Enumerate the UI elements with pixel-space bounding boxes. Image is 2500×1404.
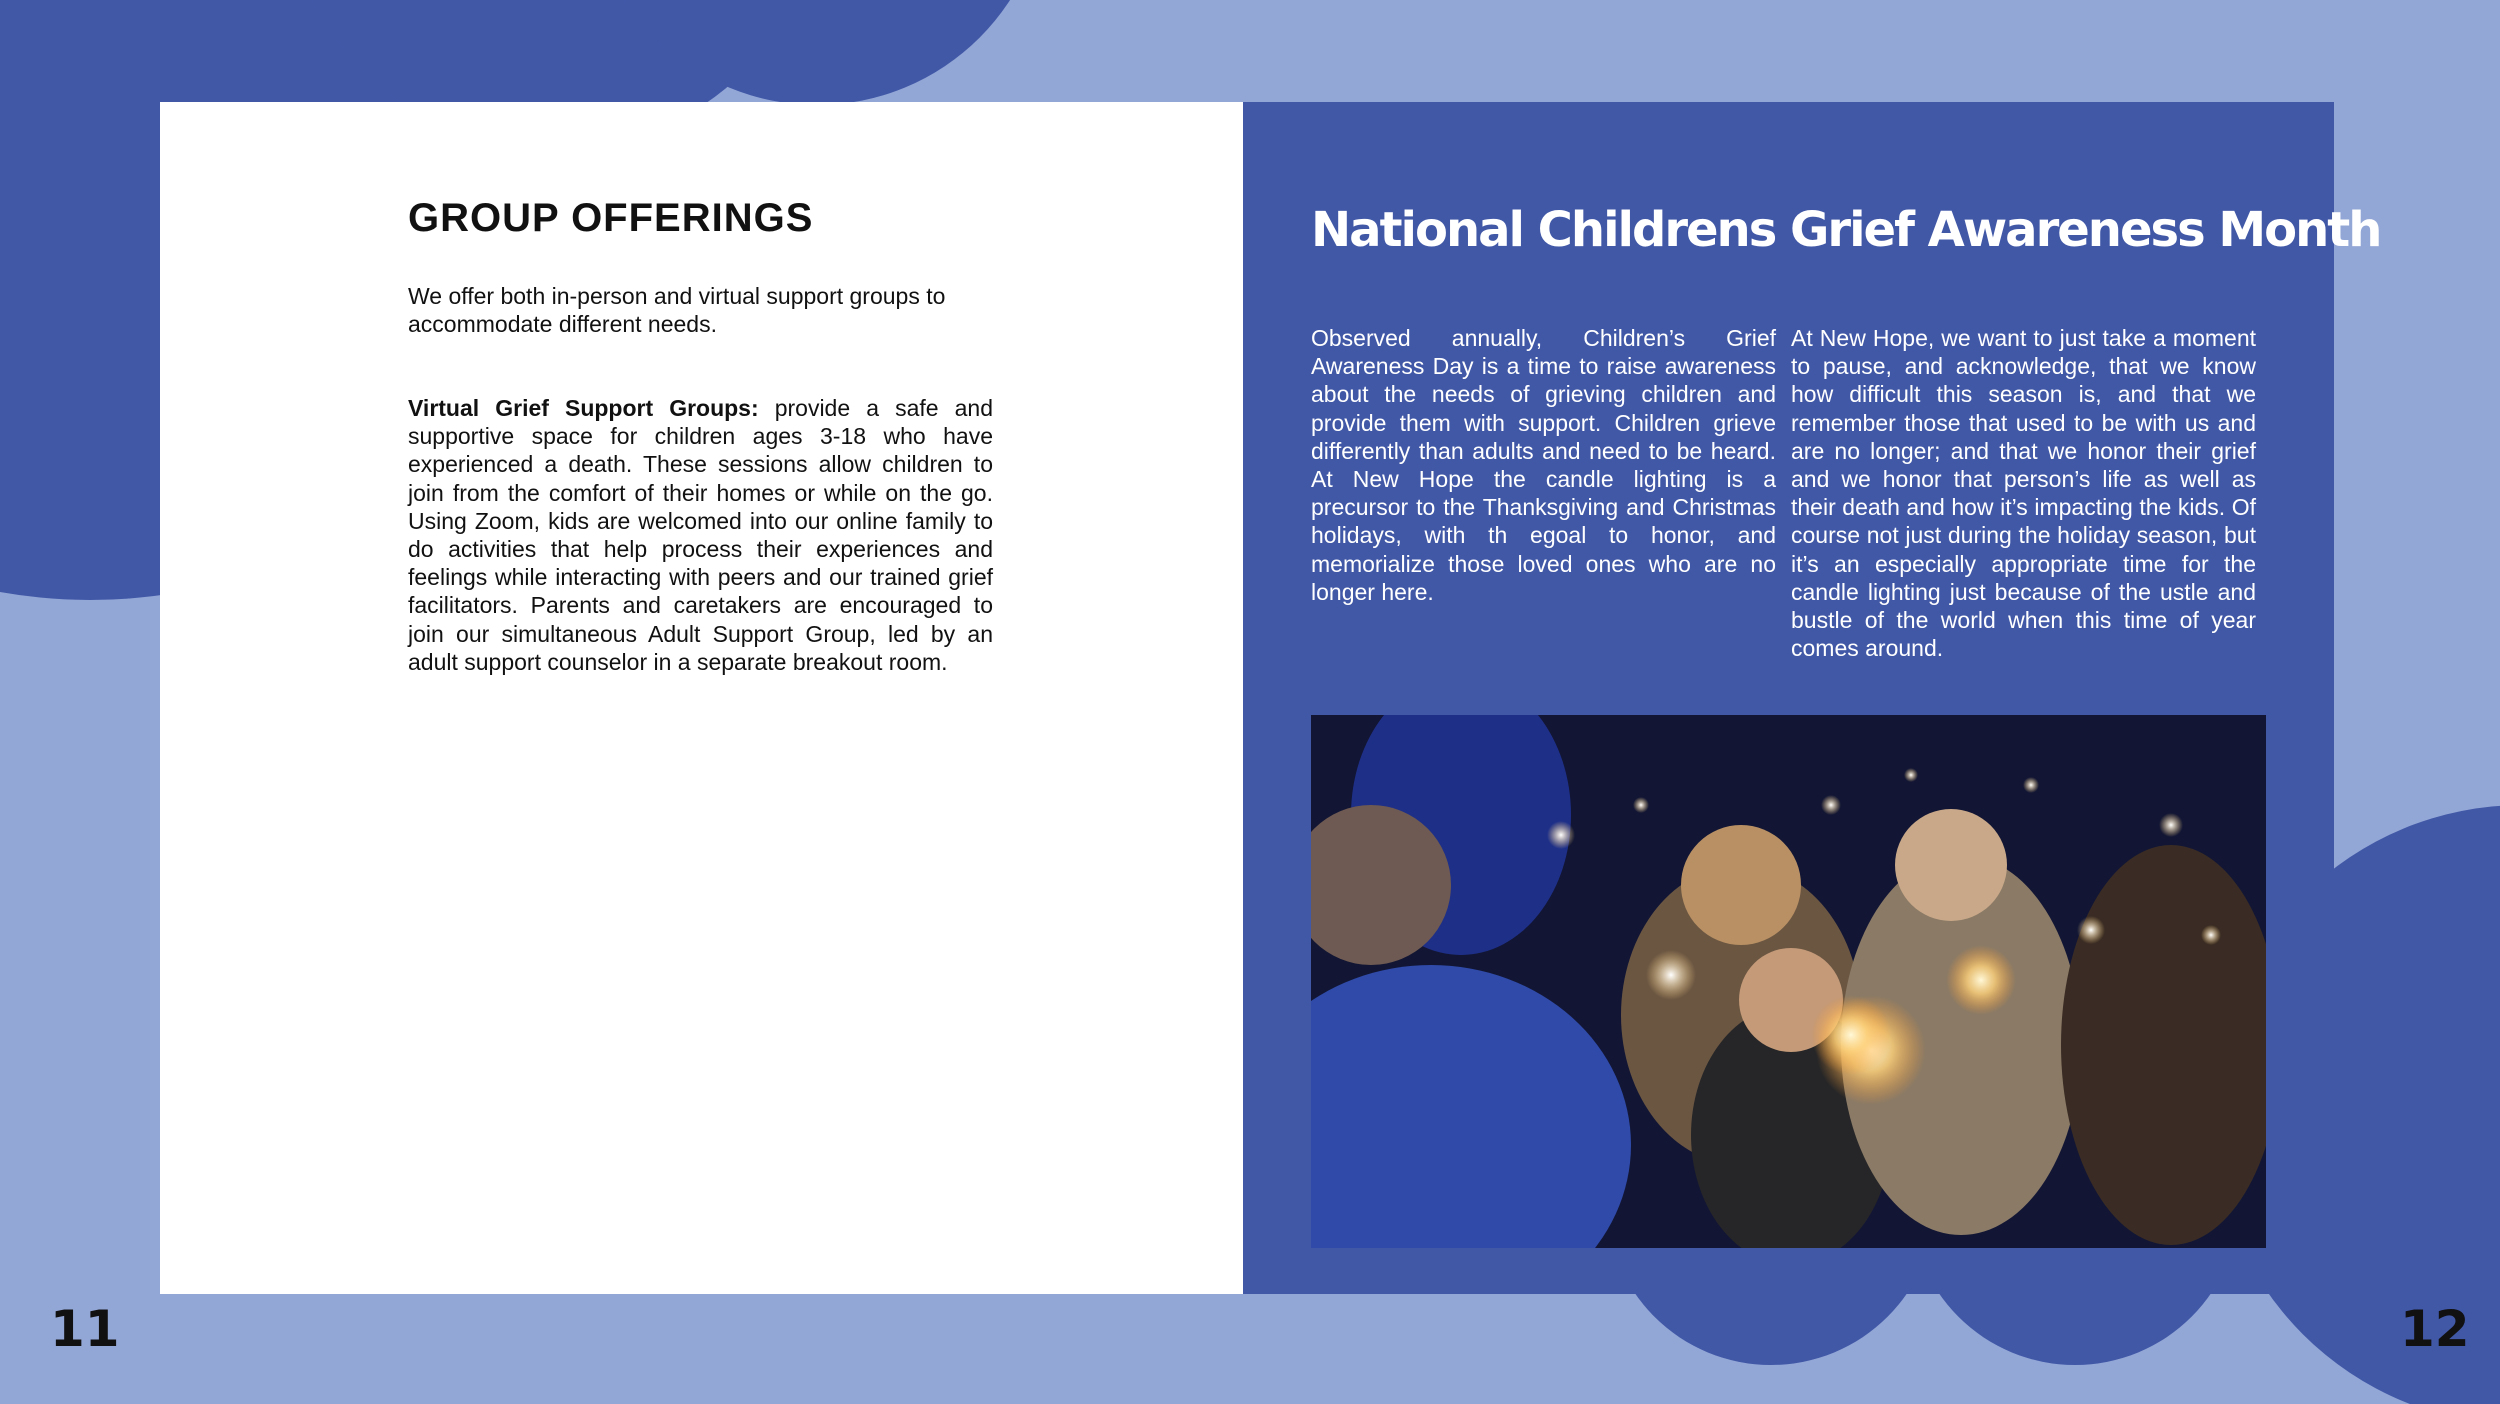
- intro-paragraph: We offer both in-person and virtual support groups to accommodate different needs.: [408, 283, 946, 337]
- virtual-groups-text: provide a safe and supportive space for children ages 3-18 who have experienced a death. These sessions allow children to join from the comfort of their homes or while on the go. Using Zoom, kids are welcomed into our online family to do activities that help process their experiences and feelings while interacting with peers and our trained grief facilitators. Parents and caretakers are encouraged to join our simultaneous Adult Support Group, led by an adult support counselor in a separate breakout room.: [408, 395, 993, 675]
- left-page: [160, 102, 1243, 1294]
- page-number-right: 12: [2400, 1300, 2470, 1358]
- text-column-2: At New Hope, we want to just take a moment to pause, and acknowledge, that we know how difficult this season is, and that we remember those that used to be with us and are no longer; and that we honor their grief and we honor that person’s life as well as their death and how it’s impacting the kids. Of course not just during the holiday season, but it’s an especially appropriate time for the candle lighting just because of the ustle and bustle of the world when this time of year comes around.: [1791, 325, 2256, 662]
- virtual-groups-label: Virtual Grief Support Groups:: [408, 395, 759, 421]
- text-column-1: Observed annually, Children’s Grief Awareness Day is a time to raise awareness about the needs of grieving children and provide them with support. Children grieve differently than adults and need to be heard. At New Hope the candle lighting is a precursor to the Thanksgiving and Christmas holidays, with th egoal to honor, and memorialize those loved ones who are no longer here.: [1311, 325, 1776, 605]
- page-title: GROUP OFFERINGS: [408, 196, 814, 240]
- candle-lighting-photo: [1311, 715, 2266, 1248]
- page-number-left: 11: [50, 1300, 120, 1358]
- page-spread: [160, 102, 2381, 1294]
- page-title: National Childrens Grief Awareness Month: [1311, 202, 2381, 258]
- right-page: [1243, 102, 2381, 1294]
- virtual-groups-paragraph: [408, 394, 993, 676]
